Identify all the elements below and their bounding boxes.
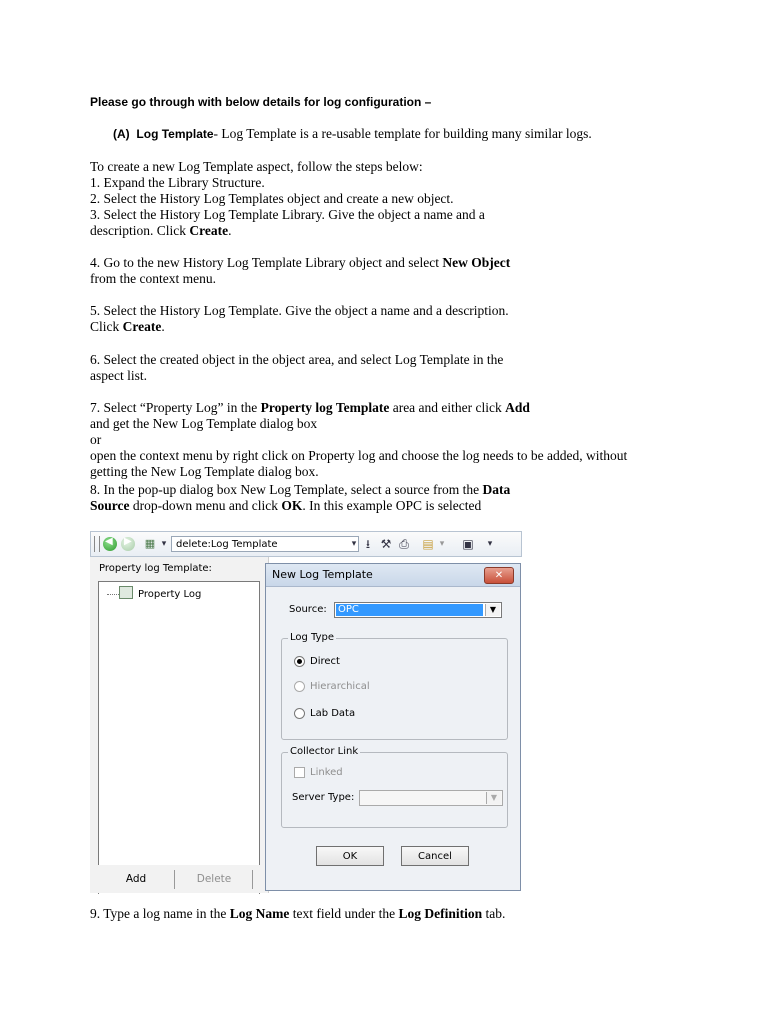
log-type-label: Log Type (290, 632, 335, 643)
tree-connector (107, 594, 119, 595)
pin-icon[interactable]: ⚒ (380, 537, 392, 551)
source-value: OPC (336, 604, 483, 616)
close-button[interactable] (484, 567, 514, 584)
step-4-line2: from the context menu. (90, 271, 216, 286)
server-type-chevron-icon[interactable]: ▼ (486, 792, 501, 804)
step-6-line2: aspect list. (90, 368, 147, 383)
step-5-line1: 5. Select the History Log Template. Give the object a name and a description. (90, 303, 509, 318)
back-arrow-icon[interactable]: ◀ (103, 537, 117, 551)
forward-arrow-icon[interactable]: ▶ (121, 537, 135, 551)
step-6-line1: 6. Select the created object in the object area, and select Log Template in the (90, 352, 504, 367)
toolbar-grip[interactable] (94, 536, 100, 552)
source-label: Source: (289, 604, 327, 615)
step-7-line1: 7. Select “Property Log” in the Property log Template area and either click Add (90, 400, 530, 415)
collector-link-group (281, 746, 508, 828)
delete-button[interactable]: Delete (176, 870, 253, 889)
structure-dropdown-icon[interactable]: ▾ (161, 539, 167, 549)
linked-label: Linked (310, 767, 343, 778)
close-icon: ✕ (494, 570, 504, 581)
chevron-down-icon[interactable]: ▼ (485, 604, 500, 616)
step-4-line1: 4. Go to the new History Log Template Library object and select New Object (90, 255, 511, 270)
property-log-tree[interactable] (98, 581, 260, 894)
section-a-term: Log Template (136, 127, 214, 141)
radio-hierarchical[interactable] (294, 681, 305, 692)
new-log-template-dialog (265, 563, 521, 891)
add-button[interactable]: Add (98, 870, 175, 889)
step-3-line2: description. Click Create. (90, 223, 232, 238)
radio-lab-data[interactable] (294, 708, 305, 719)
step-8-line1: 8. In the pop-up dialog box New Log Template, select a source from the Data (90, 482, 511, 497)
step-7-line2: and get the New Log Template dialog box (90, 416, 318, 431)
tree-item-label: Property Log (138, 589, 202, 600)
source-select[interactable] (334, 602, 502, 618)
section-a-marker: (A) (113, 127, 130, 141)
ok-button[interactable]: OK (316, 846, 384, 866)
dialog-title: New Log Template (272, 568, 373, 581)
page-heading: Please go through with below details for log configuration – (90, 95, 432, 109)
step-7-line3: or (90, 432, 102, 447)
radio-lab-data-label: Lab Data (310, 708, 356, 719)
print-icon[interactable]: ⎙ (399, 537, 409, 551)
toolbar (90, 531, 522, 557)
server-type-label: Server Type: (292, 792, 355, 803)
log-type-group (281, 632, 508, 740)
section-a-desc: - Log Template is a re-usable template for building many similar logs. (213, 126, 592, 141)
view-dropdown-icon[interactable]: ▾ (439, 539, 445, 549)
window-dropdown-icon[interactable]: ▾ (487, 539, 493, 549)
download-icon[interactable]: ⭳ (365, 537, 371, 551)
window-icon[interactable]: ▣ (462, 537, 474, 551)
property-log-pane (90, 557, 269, 893)
property-log-template-label: Property log Template: (99, 563, 212, 574)
view-icon[interactable]: ▤ (422, 537, 434, 551)
radio-hierarchical-label: Hierarchical (310, 681, 370, 692)
address-text: delete:Log Template (176, 539, 278, 550)
step-8-line2: Source drop-down menu and click OK. In this example OPC is selected (90, 498, 482, 513)
embedded-screenshot (90, 531, 522, 893)
address-dropdown-icon[interactable]: ▾ (351, 539, 357, 549)
step-9: 9. Type a log name in the Log Name text field under the Log Definition tab. (90, 906, 506, 921)
pane-button-bar (90, 865, 268, 893)
step-2: 2. Select the History Log Templates object and create a new object. (90, 191, 454, 206)
cancel-button[interactable]: Cancel (401, 846, 469, 866)
radio-direct-label: Direct (310, 656, 340, 667)
step-3-line1: 3. Select the History Log Template Library. Give the object a name and a (90, 207, 485, 222)
step-7-line4: open the context menu by right click on Property log and choose the log needs to be added, without (90, 448, 628, 463)
structure-icon[interactable]: ▦ (144, 537, 156, 550)
log-icon (119, 586, 133, 599)
step-5-line2: Click Create. (90, 319, 165, 334)
linked-checkbox[interactable] (294, 767, 305, 778)
section-a (113, 126, 592, 142)
tree-item-property-log[interactable] (119, 586, 201, 602)
server-type-select[interactable] (359, 790, 503, 806)
intro-text: To create a new Log Template aspect, follow the steps below: (90, 159, 423, 174)
step-1: 1. Expand the Library Structure. (90, 175, 265, 190)
collector-link-label: Collector Link (290, 746, 359, 757)
step-7-line5: getting the New Log Template dialog box. (90, 464, 319, 479)
radio-direct[interactable] (294, 656, 305, 667)
dialog-titlebar (266, 564, 520, 587)
address-combo[interactable] (171, 536, 359, 552)
